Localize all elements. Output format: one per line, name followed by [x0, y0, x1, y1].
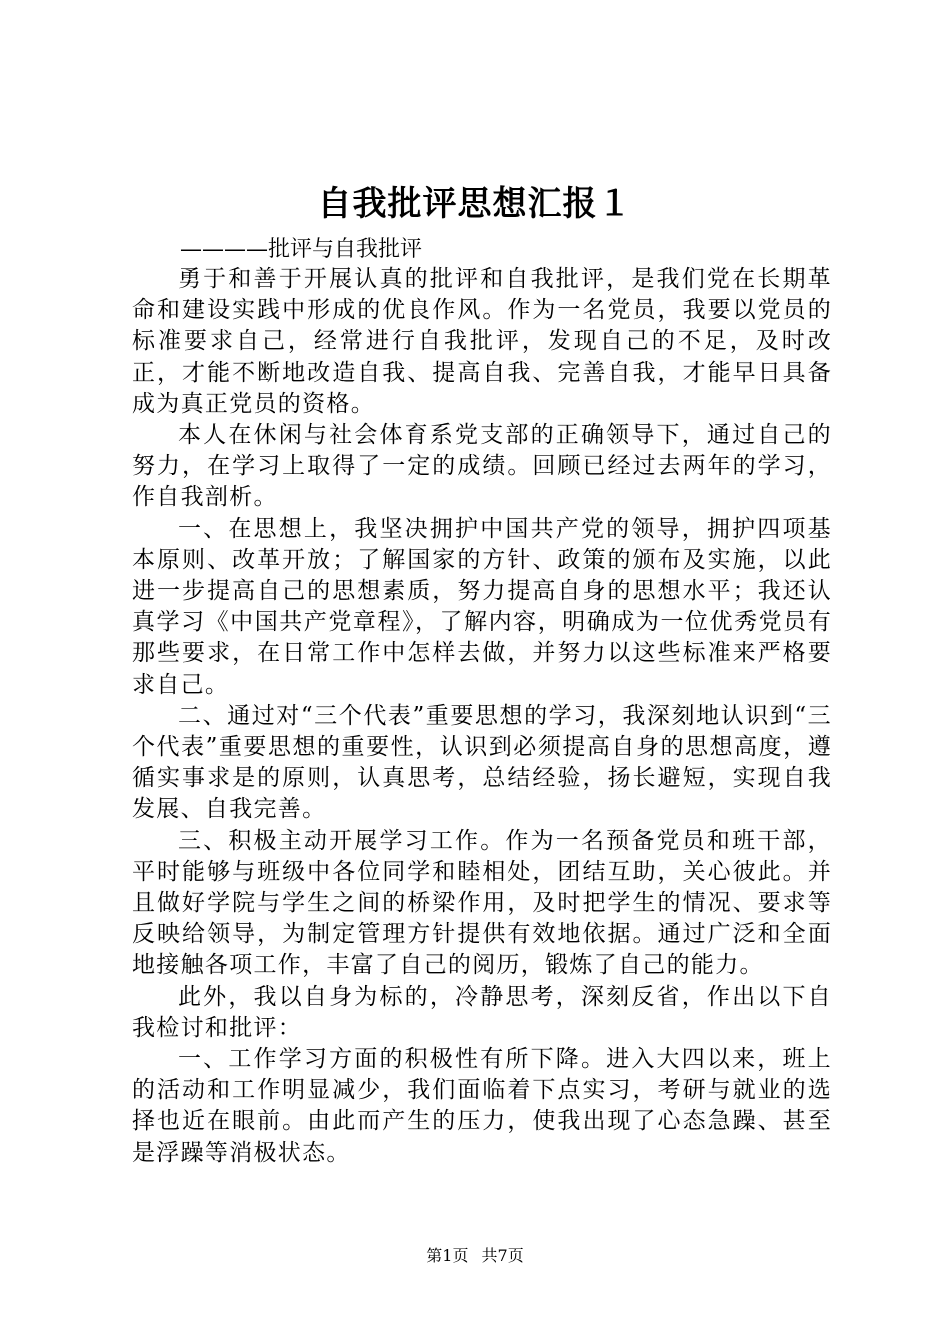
paragraph-1: 勇于和善于开展认真的批评和自我批评，是我们党在长期革命和建设实践中形成的优良作风。作为一名党员，我要以党员的标准要求自己，经常进行自我批评，发现自己的不足，及时改正，才能不断地改造自我、提高自我、完善自我，才能早日具备成为真正党员的资格。 [132, 266, 832, 417]
paragraph-6: 此外，我以自身为标的，冷静思考，深刻反省，作出以下自我检讨和批评： [132, 983, 832, 1041]
page-total: 共7页 [481, 1246, 524, 1265]
paragraph-5: 三、积极主动开展学习工作。作为一名预备党员和班干部，平时能够与班级中各位同学和睦相处，团结互助，关心彼此。并且做好学院与学生之间的桥梁作用，及时把学生的情况、要求等反映给领导，为制定管理方针提供有效地依据。通过广泛和全面地接触各项工作，丰富了自己的阅历，锻炼了自己的能力。 [132, 827, 832, 979]
paragraph-7: 一、工作学习方面的积极性有所下降。进入大四以来，班上的活动和工作明显减少，我们面临着下点实习，考研与就业的选择也近在眼前。由此而产生的压力，使我出现了心态急躁、甚至是浮躁等消极状态。 [132, 1046, 832, 1166]
document-title: 自我批评思想汇报１ [317, 184, 633, 224]
paragraph-3: 一、在思想上，我坚决拥护中国共产党的领导，拥护四项基本原则、改革开放；了解国家的方针、政策的颁布及实施，以此进一步提高自己的思想素质，努力提高自身的思想水平；我还认真学习《中国共产党章程》，了解内容，明确成为一位优秀党员有那些要求，在日常工作中怎样去做，并努力以这些标准来严格要求自己。 [132, 515, 832, 698]
document-subtitle: ————批评与自我批评 [180, 237, 423, 262]
page-number: 第1页 [426, 1246, 469, 1265]
paragraph-2: 本人在休闲与社会体育系党支部的正确领导下，通过自己的努力，在学习上取得了一定的成绩。回顾已经过去两年的学习，作自我剖析。 [132, 422, 832, 511]
document-body [132, 264, 832, 1169]
paragraph-4: 二、通过对“三个代表”重要思想的学习，我深刻地认识到“三个代表”重要思想的重要性，认识到必须提高自身的思想高度，遵循实事求是的原则，认真思考，总结经验，扬长避短，实现自我发展、自我完善。 [132, 702, 832, 823]
page-footer [0, 1245, 950, 1267]
